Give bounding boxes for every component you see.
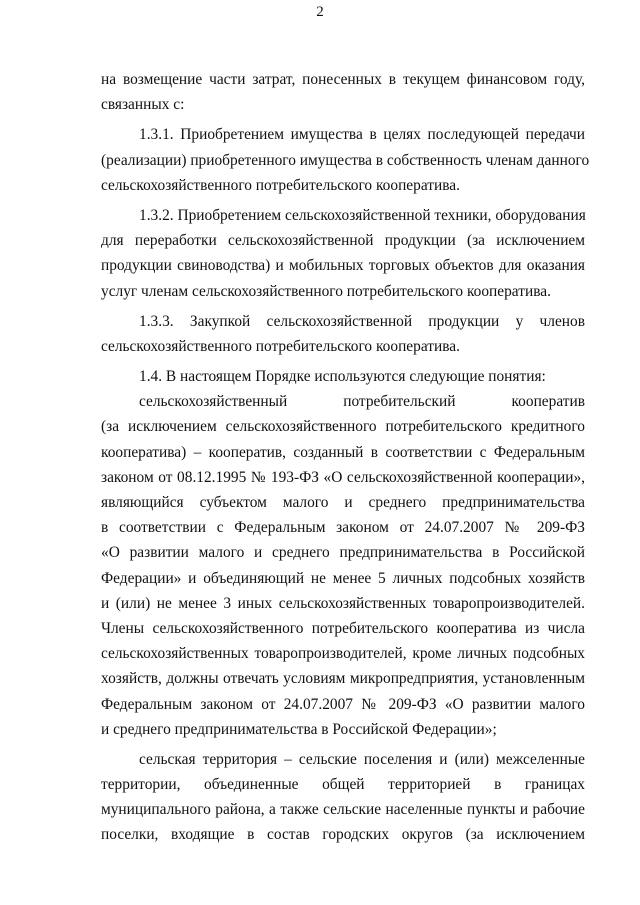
text-line: сельская территория – сельские поселения и (или) межселенные [139, 750, 585, 768]
text-line: 1.3.1. Приобретением имущества в целях последующей передачи [139, 126, 585, 144]
text-line: сельскохозяйственного потребительского кооператива. [101, 176, 460, 194]
text-line: «О развитии малого и среднего предпринимательства в Российской [101, 544, 585, 562]
text-line: и (или) не менее 3 иных сельскохозяйственных товаропроизводителей. [101, 594, 585, 612]
text-line: 1.3.3. Закупкой сельскохозяйственной продукции у членов [139, 312, 585, 330]
text-line: кооператива) – кооператив, созданный в соответствии с Федеральным [101, 443, 585, 461]
text-line: являющийся субъектом малого и среднего предпринимательства [101, 494, 585, 511]
text-line: сельскохозяйственный потребительский кооператив [139, 393, 585, 411]
text-line: на возмещение части затрат, понесенных в текущем финансовом году, [101, 71, 585, 88]
text-line: связанных с: [101, 96, 185, 114]
text-line: 1.3.2. Приобретением сельскохозяйственной техники, оборудования [139, 206, 586, 224]
text-line: (за исключением сельскохозяйственного потребительского кредитного [101, 418, 585, 436]
text-line: услуг членам сельскохозяйственного потребительского кооператива. [101, 282, 551, 300]
text-line: территории, объединенные общей территорией в границах [101, 776, 585, 794]
text-line: сельскохозяйственных товаропроизводителей, кроме личных подсобных [101, 645, 585, 663]
document-body [101, 67, 590, 848]
text-line: законом от 08.12.1995 № 193-ФЗ «О сельскохозяйственной кооперации», [101, 468, 585, 486]
text-line: Члены сельскохозяйственного потребительского кооператива из числа [101, 619, 585, 637]
text-line: в соответствии с Федеральным законом от 24.07.2007 № 209-ФЗ [101, 519, 585, 537]
page-number: 2 [316, 4, 324, 20]
text-line: сельскохозяйственного потребительского кооператива. [101, 337, 460, 355]
text-line: продукции свиноводства) и мобильных торговых объектов для оказания [101, 257, 585, 275]
text-line: хозяйств, должны отвечать условиям микропредприятия, установленным [101, 670, 585, 688]
text-line: (реализации) приобретенного имущества в собственность членам данного [101, 151, 590, 169]
text-line: Федеральным законом от 24.07.2007 № 209-ФЗ «О развитии малого [101, 695, 585, 713]
text-line: 1.4. В настоящем Порядке используются следующие понятия: [139, 368, 546, 386]
text-line: для переработки сельскохозяйственной продукции (за исключением [101, 232, 585, 250]
text-line: Федерации» и объединяющий не менее 5 личных подсобных хозяйств [101, 569, 585, 587]
text-line: муниципального района, а также сельские населенные пункты и рабочие [101, 801, 585, 819]
text-line: и среднего предпринимательства в Российской Федерации»; [101, 720, 497, 738]
text-line: поселки, входящие в состав городских округов (за исключением [101, 826, 585, 844]
